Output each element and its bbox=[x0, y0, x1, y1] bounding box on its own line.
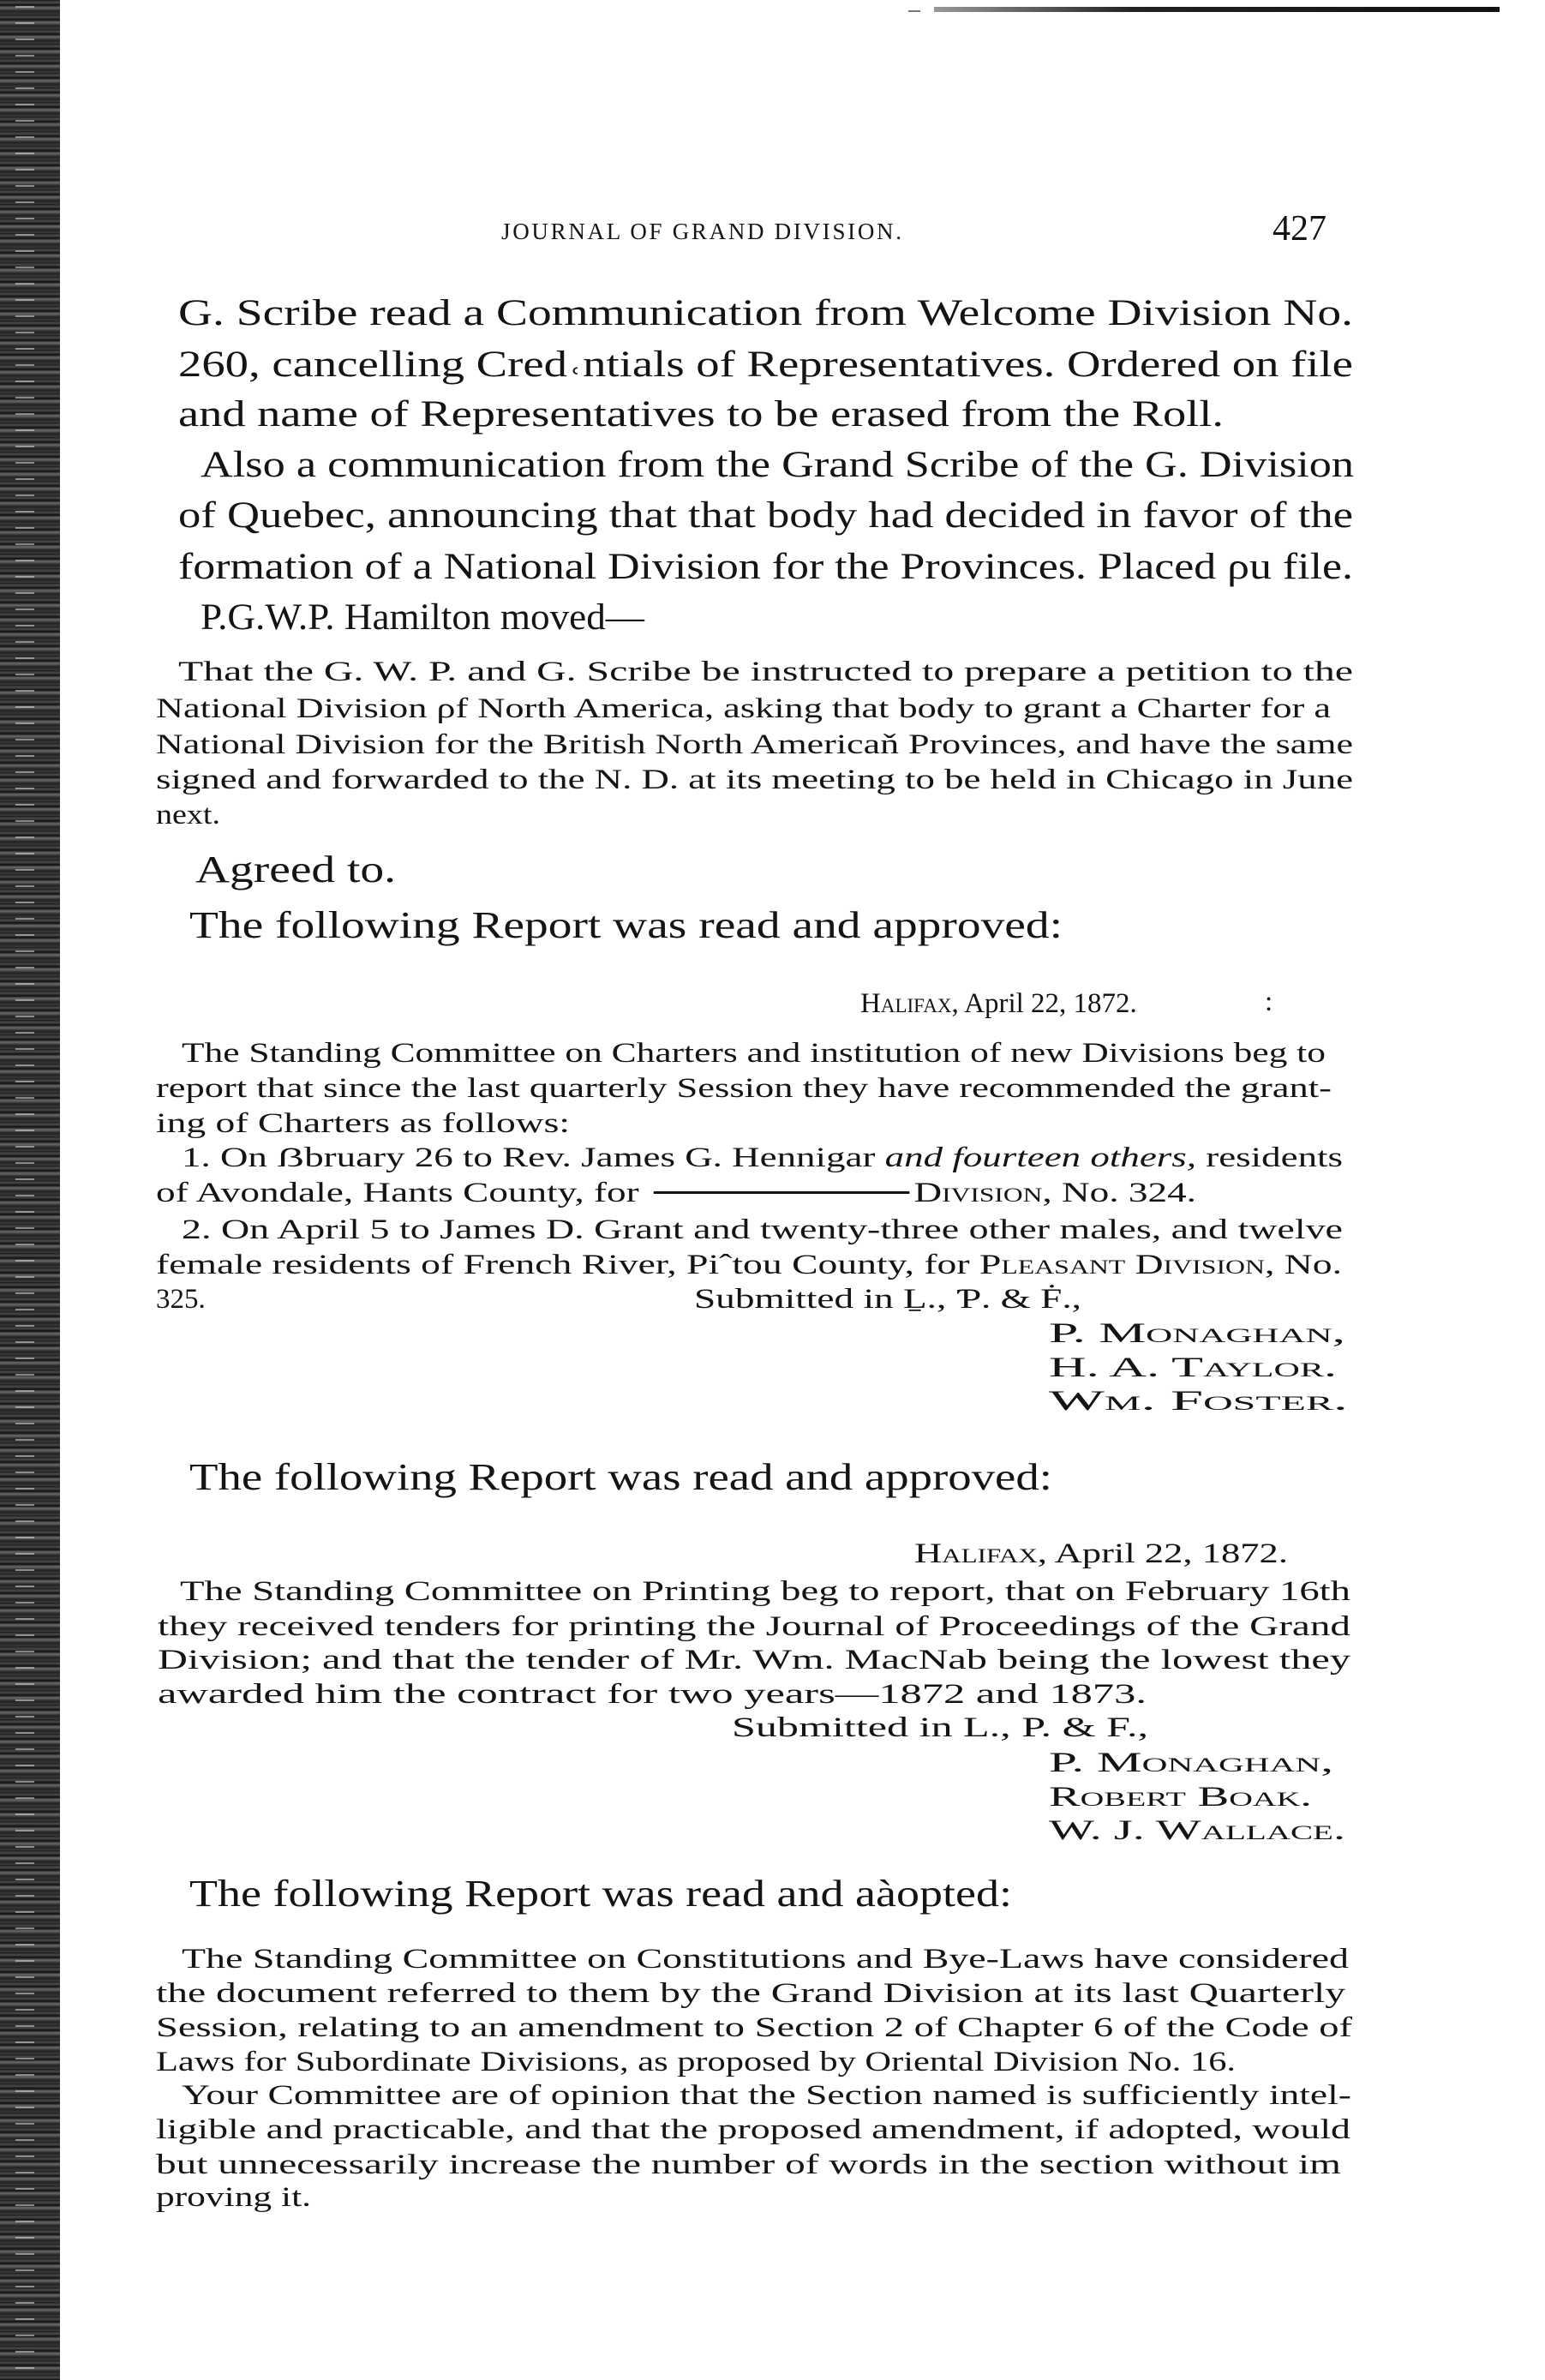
blank-dash bbox=[653, 1191, 909, 1194]
report-intro: The following Report was read and approved: bbox=[189, 904, 1063, 946]
report-line: The Standing Committee on Printing beg to report, that on February 16th bbox=[180, 1576, 1350, 1607]
report-line: but unnecessarily increase the number of words in the section without im bbox=[156, 2149, 1341, 2180]
report-date-line bbox=[914, 1540, 1288, 1568]
minutes-line: P.G.W.P. Hamilton moved— bbox=[201, 597, 644, 638]
report-line: awarded him the contract for two years—1872 and 1873. bbox=[158, 1679, 1147, 1710]
margin-mark: : bbox=[1265, 986, 1273, 1017]
report-date: , April 22, 1872. bbox=[951, 988, 1137, 1019]
minutes-line: G. Scribe read a Communication from Welcome Division No. bbox=[178, 293, 1353, 333]
signature: P. Monaghan, bbox=[1049, 1318, 1345, 1349]
book-binding-edge bbox=[0, 0, 60, 2380]
running-title: JOURNAL OF GRAND DIVISION. bbox=[501, 219, 904, 244]
page-number: 427 bbox=[1273, 209, 1326, 249]
report-line: The Standing Committee on Charters and institution of new Divisions beg to bbox=[182, 1038, 1326, 1069]
signature: Robert Boak. bbox=[1049, 1782, 1313, 1813]
signature: W. J. Wallace. bbox=[1049, 1815, 1346, 1846]
report-line: Laws for Subordinate Divisions, as proposed by Oriental Division No. 16. bbox=[156, 2047, 1237, 2077]
report-place: Halifax bbox=[860, 988, 952, 1019]
report-line: ligible and practicable, and that the proposed amendment, if adopted, would bbox=[156, 2114, 1350, 2145]
motion-line: National Division ρf North America, asking that body to grant a Charter for a bbox=[156, 693, 1332, 724]
report-intro: The following Report was read and approved: bbox=[189, 1456, 1052, 1498]
report-line: Division; and that the tender of Mr. Wm. MacNab being the lowest they bbox=[158, 1645, 1350, 1676]
charter-item: 325. bbox=[156, 1284, 206, 1315]
motion-line: That the G. W. P. and G. Scribe be instructed to prepare a petition to the bbox=[178, 656, 1353, 687]
report-intro: The following Report was read and aàopted: bbox=[189, 1873, 1013, 1915]
minutes-line: Also a communication from the Grand Scribe of the G. Division bbox=[201, 445, 1355, 485]
motion-line: National Division for the British North Americaň Provinces, and have the same bbox=[156, 729, 1354, 760]
submitted-line: Submitted in Ḻ., Ƥ. & Ḟ., bbox=[694, 1284, 1081, 1315]
report-line: Your Committee are of opinion that the Section named is sufficiently intel- bbox=[182, 2080, 1351, 2111]
report-line: ing of Charters as follows: bbox=[156, 1108, 571, 1139]
agreed-to: Agreed to. bbox=[195, 848, 397, 890]
motion-line: signed and forwarded to the N. D. at its meeting to be held in Chicago in June bbox=[156, 764, 1354, 795]
report-date-line bbox=[860, 990, 1137, 1018]
charter-item: 2. On April 5 to James D. Grant and twenty-three other males, and twelve bbox=[182, 1214, 1343, 1245]
minutes-line: formation of a National Division for the Provinces. Placed ρu file. bbox=[178, 547, 1353, 587]
charter-item: of Avondale, Hants County, for Division, No. 324. bbox=[156, 1178, 1196, 1208]
charter-item: 1. On ẞbruary 26 to Rev. James G. Hennigar and fourteen others, residents bbox=[182, 1142, 1344, 1173]
report-line: The Standing Committee on Constitutions and Bye-Laws have considered bbox=[182, 1944, 1349, 1975]
submitted-line: Submitted in L., P. & F., bbox=[732, 1712, 1149, 1743]
motion-line: next. bbox=[156, 800, 221, 830]
signature: H. A. Taylor. bbox=[1049, 1352, 1337, 1383]
report-line: they received tenders for printing the Journal of Proceedings of the Grand bbox=[158, 1611, 1351, 1642]
signature: Wm. Foster. bbox=[1049, 1386, 1349, 1417]
charter-item: female residents of French River, Piˆtou County, for Pleasant Division, No. bbox=[156, 1250, 1343, 1280]
report-line: the document referred to them by the Grand Division at its last Quarterly bbox=[156, 1978, 1346, 2009]
top-edge-rule bbox=[934, 7, 1500, 12]
signature: P. Monaghan, bbox=[1049, 1748, 1334, 1778]
minutes-line: and name of Representatives to be erased from the Roll. bbox=[178, 394, 1224, 435]
report-line: report that since the last quarterly Session they have recommended the grant- bbox=[156, 1073, 1332, 1104]
report-date: , April 22, 1872. bbox=[1037, 1538, 1288, 1569]
report-place: Halifax bbox=[914, 1538, 1038, 1569]
minutes-line: of Quebec, announcing that that body had decided in favor of the bbox=[178, 495, 1354, 536]
report-line: proving it. bbox=[156, 2182, 312, 2213]
top-edge-mark bbox=[908, 10, 920, 12]
report-line: Session, relating to an amendment to Section 2 of Chapter 6 of the Code of bbox=[156, 2012, 1353, 2043]
minutes-line: 260, cancelling Cred˓ntials of Representatives. Ordered on file bbox=[178, 345, 1353, 385]
